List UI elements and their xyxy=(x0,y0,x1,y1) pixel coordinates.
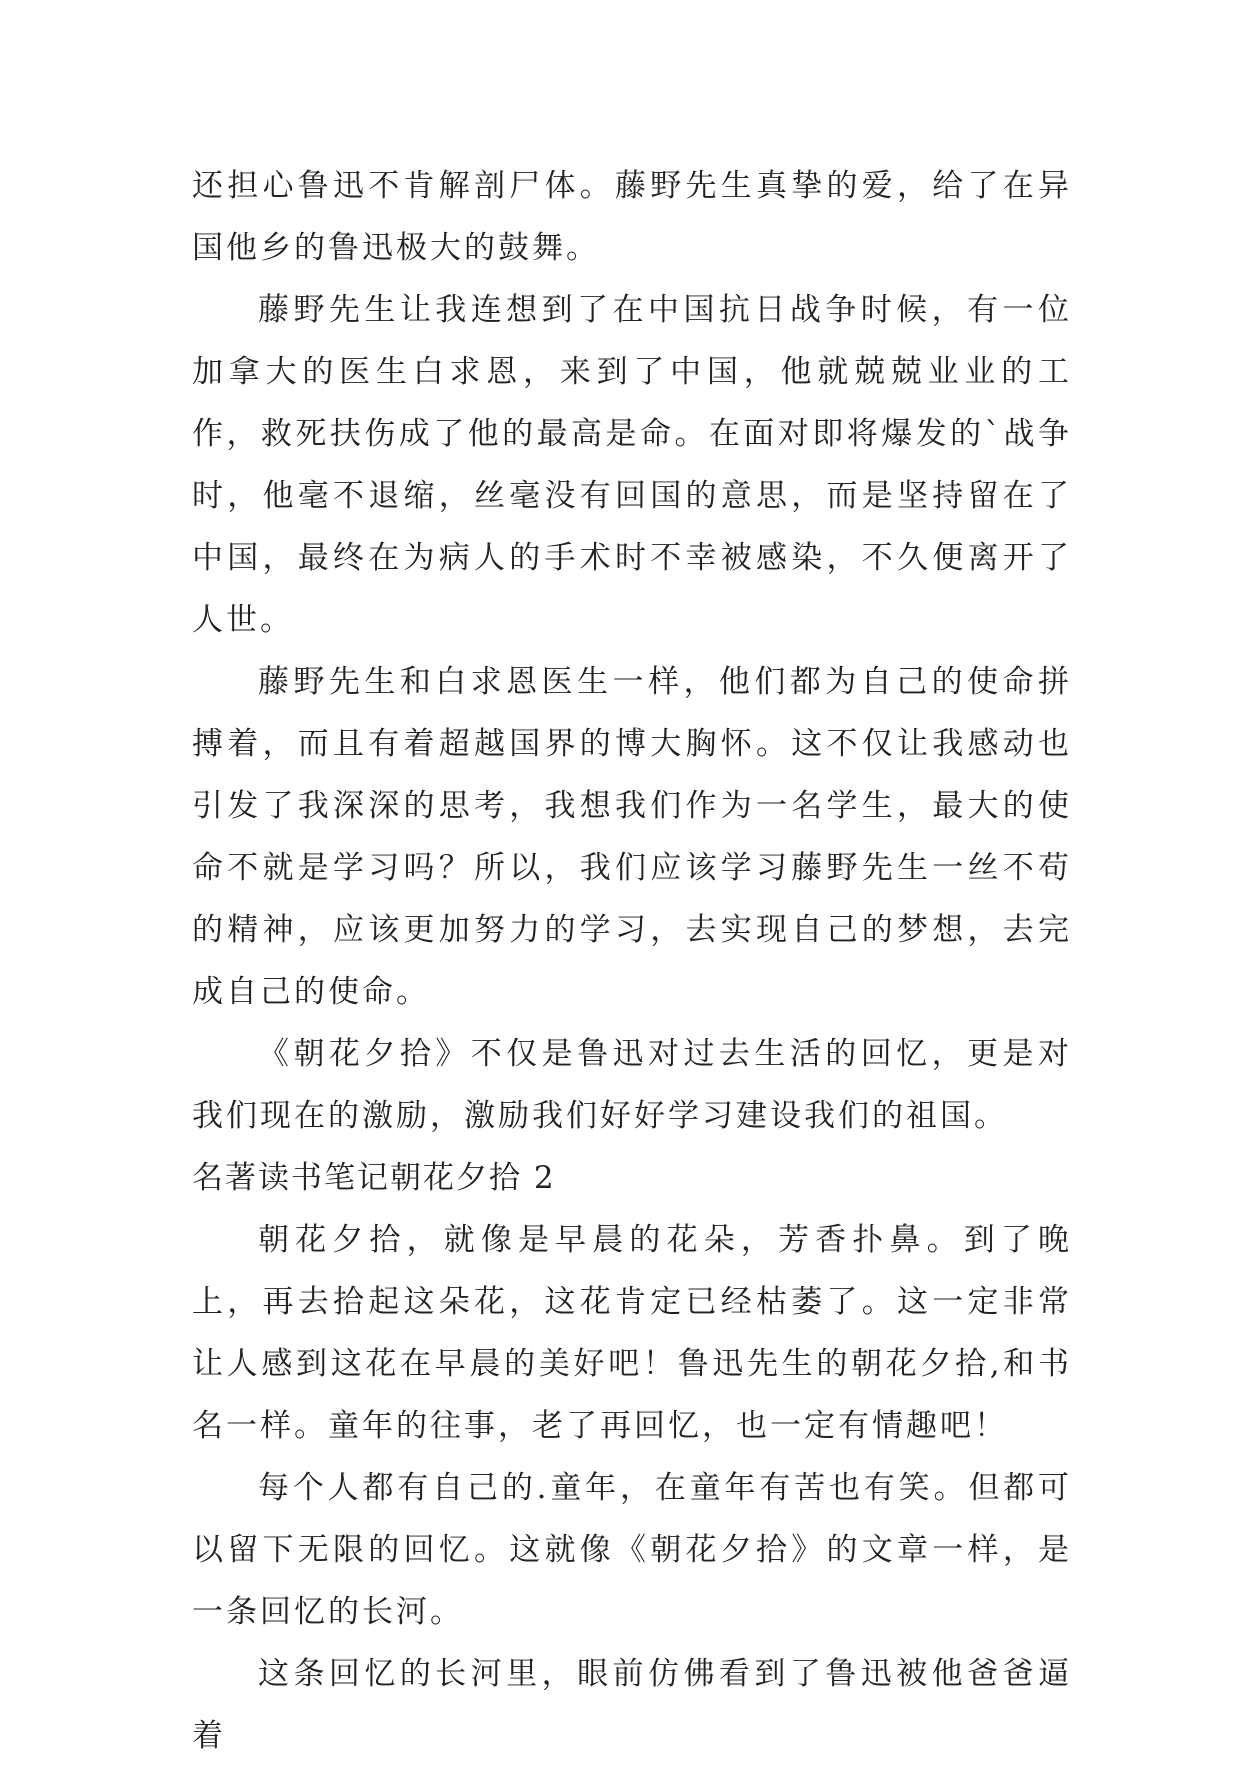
paragraph-6: 每个人都有自己的.童年，在童年有苦也有笑。但都可以留下无限的回忆。这就像《朝花夕拾》的文章一样，是一条回忆的长河。 xyxy=(192,1470,1072,1630)
document-page xyxy=(192,155,1072,1767)
paragraph-3: 藤野先生和白求恩医生一样，他们都为自己的使命拼搏着，而且有着超越国界的博大胸怀。这不仅让我感动也引发了我深深的思考，我想我们作为一名学生，最大的使命不就是学习吗？所以，我们应该学习藤野先生一丝不苟的精神，应该更加努力的学习，去实现自己的梦想，去完成自己的使命。 xyxy=(192,664,1072,1010)
section-heading: 名著读书笔记朝花夕拾 2 xyxy=(192,1160,556,1196)
paragraph-7: 这条回忆的长河里，眼前仿佛看到了鲁迅被他爸爸逼着 xyxy=(192,1656,1072,1754)
paragraph-4: 《朝花夕拾》不仅是鲁迅对过去生活的回忆，更是对我们现在的激励，激励我们好好学习建设我们的祖国。 xyxy=(192,1036,1072,1134)
paragraph-1: 还担心鲁迅不肯解剖尸体。藤野先生真挚的爱，给了在异国他乡的鲁迅极大的鼓舞。 xyxy=(192,168,1072,266)
paragraph-2: 藤野先生让我连想到了在中国抗日战争时候，有一位加拿大的医生白求恩，来到了中国，他就兢兢业业的工作，救死扶伤成了他的最高是命。在面对即将爆发的`战争时，他毫不退缩，丝毫没有回国的意思，而是坚持留在了中国，最终在为病人的手术时不幸被感染，不久便离开了人世。 xyxy=(192,292,1072,638)
paragraph-5: 朝花夕拾，就像是早晨的花朵，芳香扑鼻。到了晚上，再去拾起这朵花，这花肯定已经枯萎了。这一定非常让人感到这花在早晨的美好吧！鲁迅先生的朝花夕拾,和书名一样。童年的往事，老了再回忆，也一定有情趣吧！ xyxy=(192,1222,1072,1444)
